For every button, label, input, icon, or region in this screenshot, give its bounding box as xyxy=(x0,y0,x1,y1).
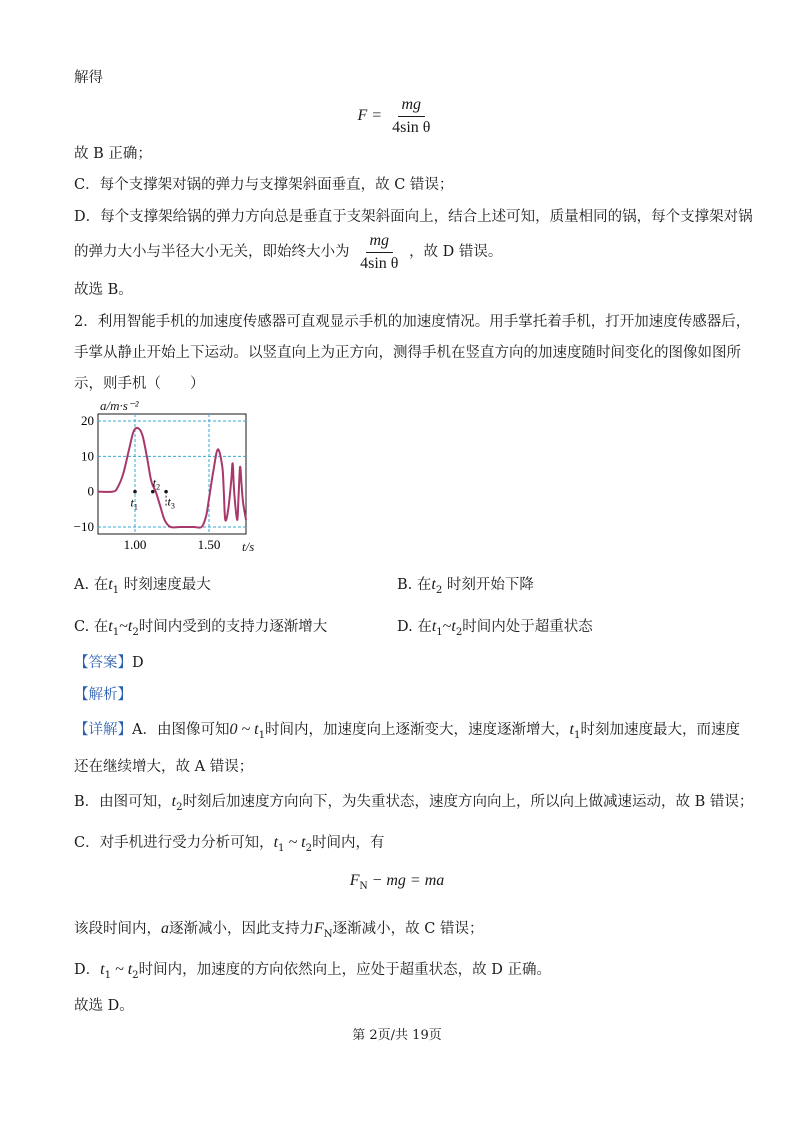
question-line3: 示，则手机（ ） xyxy=(74,376,205,392)
chart-xlabel: t/s xyxy=(242,539,255,554)
option-b[interactable] xyxy=(397,573,534,596)
after-pre: 该段时间内， xyxy=(74,921,161,937)
detail-b-sub: 2 xyxy=(176,801,183,813)
option-d-v2: t xyxy=(451,618,456,635)
detail-c-pre: C．对手机进行受力分析可知， xyxy=(74,835,274,851)
option-a-pre: A. 在 xyxy=(74,577,109,593)
chart-marker-t2 xyxy=(151,490,155,494)
detail-c-s2: 2 xyxy=(305,842,313,854)
detail-b-post: 时刻后加速度方向向下，为失重状态，速度方向向上，所以向上做减速运动，故 B 错误； xyxy=(182,794,754,810)
detail-d-t1: t xyxy=(100,961,105,978)
d-line2-post: ，故 D 错误。 xyxy=(409,244,503,261)
chart-ytick-label: 10 xyxy=(81,448,94,464)
equation-force xyxy=(0,96,794,136)
text-c-line: C．每个支撑架对锅的弹力与支撑架斜面垂直，故 C 错误； xyxy=(74,177,454,193)
detail-c-t1: t xyxy=(273,834,279,851)
page-footer: 第 2页/共 19页 xyxy=(352,1028,442,1043)
option-c-post: 时间内受到的支持力逐渐增大 xyxy=(138,619,328,635)
option-b-pre: B. 在 xyxy=(397,577,432,593)
detail-d-mid: ~ t xyxy=(111,961,133,978)
d-line2-pre: 的弹力大小与半径大小无关，即始终大小为 xyxy=(74,244,350,261)
question-line1: 2．利用智能手机的加速度传感器可直观显示手机的加速度情况。用手掌托着手机，打开加速度传感器后， xyxy=(74,314,751,330)
detail-a-line1 xyxy=(74,718,740,741)
text-b-correct: 故 B 正确； xyxy=(74,146,152,162)
equation-newton xyxy=(0,872,794,892)
text-choose-b: 故选 B。 xyxy=(74,282,133,298)
option-d[interactable] xyxy=(397,615,593,638)
detail-d-post: 时间内，加速度的方向依然向上，应处于超重状态，故 D 正确。 xyxy=(138,962,551,978)
detail-a1-sub: 1 xyxy=(258,729,266,741)
option-d-pre: D. 在 xyxy=(397,619,432,635)
after-f: F xyxy=(314,920,324,937)
analysis-tag: 【解析】 xyxy=(74,687,132,703)
chart-label-t1: $t_1$ xyxy=(130,495,138,512)
detail-a1-mid: 时间内，加速度向上逐渐变大，速度逐渐增大， xyxy=(265,722,570,738)
detail-tag: 【详解】 xyxy=(74,722,132,738)
chart-marker-t1 xyxy=(133,490,137,494)
detail-a1-t-sub: 1 xyxy=(574,729,581,741)
option-a-post: 时刻速度最大 xyxy=(123,577,211,593)
option-a[interactable] xyxy=(74,573,211,596)
detail-b-t: t xyxy=(171,793,177,810)
chart-ytick-label: 20 xyxy=(81,413,94,429)
text-d-line2 xyxy=(74,232,502,272)
detail-a1-pre: A．由图像可知 xyxy=(132,722,230,738)
option-d-s2: 2 xyxy=(455,626,463,638)
detail-d-s1: 1 xyxy=(104,969,112,981)
detail-d-s2: 2 xyxy=(132,969,139,981)
detail-c-s1: 1 xyxy=(278,842,285,854)
text-jiede: 解得 xyxy=(74,70,103,86)
chart-xtick-label: 1.50 xyxy=(197,537,221,552)
option-b-var: t xyxy=(431,576,436,593)
option-b-post: 时刻开始下降 xyxy=(446,577,534,593)
detail-after-line xyxy=(74,917,483,940)
question-line2: 手掌从静止开始上下运动。以竖直向上为正方向，测得手机在竖直方向的加速度随时间变化的图像如图所 xyxy=(74,345,741,361)
answer-tag: 【答案】 xyxy=(74,655,132,671)
d-line2-num: mg xyxy=(366,232,394,253)
option-d-s1: 1 xyxy=(436,626,443,638)
d-line2-den: 4sin θ xyxy=(360,254,399,272)
after-fsub: N xyxy=(323,928,333,940)
after-a: a xyxy=(161,920,169,937)
option-c-v2: t xyxy=(127,618,133,635)
detail-a1-post: 时刻加速度最大，而速度 xyxy=(580,722,740,738)
detail-c-post: 时间内，有 xyxy=(312,835,385,851)
option-d-post: 时间内处于超重状态 xyxy=(462,619,593,635)
chart-label-t3: $t_3$ xyxy=(167,494,175,511)
detail-d-pre: D． xyxy=(74,962,101,978)
option-c-v1: t xyxy=(108,618,113,635)
eq-lhs: F = xyxy=(357,106,383,124)
chart-ylabel: a/m·s⁻² xyxy=(100,398,139,413)
option-c[interactable] xyxy=(74,615,327,638)
option-c-s1: 1 xyxy=(112,626,120,638)
answer-value: D xyxy=(132,655,144,671)
option-c-s2: 2 xyxy=(132,626,139,638)
eq2-fsub: N xyxy=(359,880,368,893)
detail-a1-range: 0 ~ t xyxy=(229,721,259,738)
after-mid: 逐渐减小，因此支持力 xyxy=(169,921,314,937)
text-d-line1: D．每个支撑架给锅的弹力方向总是垂直于支架斜面向上，结合上述可知，质量相同的锅，每个支撑架对锅 xyxy=(74,209,753,225)
chart-curve xyxy=(98,428,246,528)
option-d-v1: t xyxy=(431,618,437,635)
eq2-rest: − mg = ma xyxy=(367,872,445,889)
eq-numerator: mg xyxy=(398,96,426,117)
detail-c-mid: ~ t xyxy=(284,834,306,851)
option-c-mid: ~ xyxy=(119,618,128,635)
chart-ytick-label: −10 xyxy=(73,518,94,534)
chart-label-t2: $t_2$ xyxy=(152,475,161,492)
acceleration-time-chart xyxy=(70,396,260,556)
eq-fraction xyxy=(388,96,434,136)
detail-c-line xyxy=(74,831,385,854)
option-c-pre: C. 在 xyxy=(74,619,109,635)
answer-line xyxy=(74,651,144,672)
option-b-sub: 2 xyxy=(435,584,443,596)
option-a-sub: 1 xyxy=(112,584,120,596)
detail-a1-t: t xyxy=(569,721,574,738)
detail-a-line2: 还在继续增大，故 A 错误； xyxy=(74,759,254,775)
detail-choose: 故选 D。 xyxy=(74,998,134,1014)
option-a-var: t xyxy=(108,576,113,593)
detail-b-line xyxy=(74,790,753,813)
eq-denominator: 4sin θ xyxy=(392,118,431,136)
detail-b-pre: B．由图可知， xyxy=(74,794,172,810)
d-line2-fraction xyxy=(356,232,402,272)
chart-ytick-label: 0 xyxy=(87,483,94,499)
chart-xtick-label: 1.00 xyxy=(123,537,147,552)
after-post: 逐渐减小，故 C 错误； xyxy=(332,921,484,937)
option-d-mid: ~ xyxy=(442,618,452,635)
detail-d-line xyxy=(74,958,551,981)
eq2-f: F xyxy=(349,872,360,889)
